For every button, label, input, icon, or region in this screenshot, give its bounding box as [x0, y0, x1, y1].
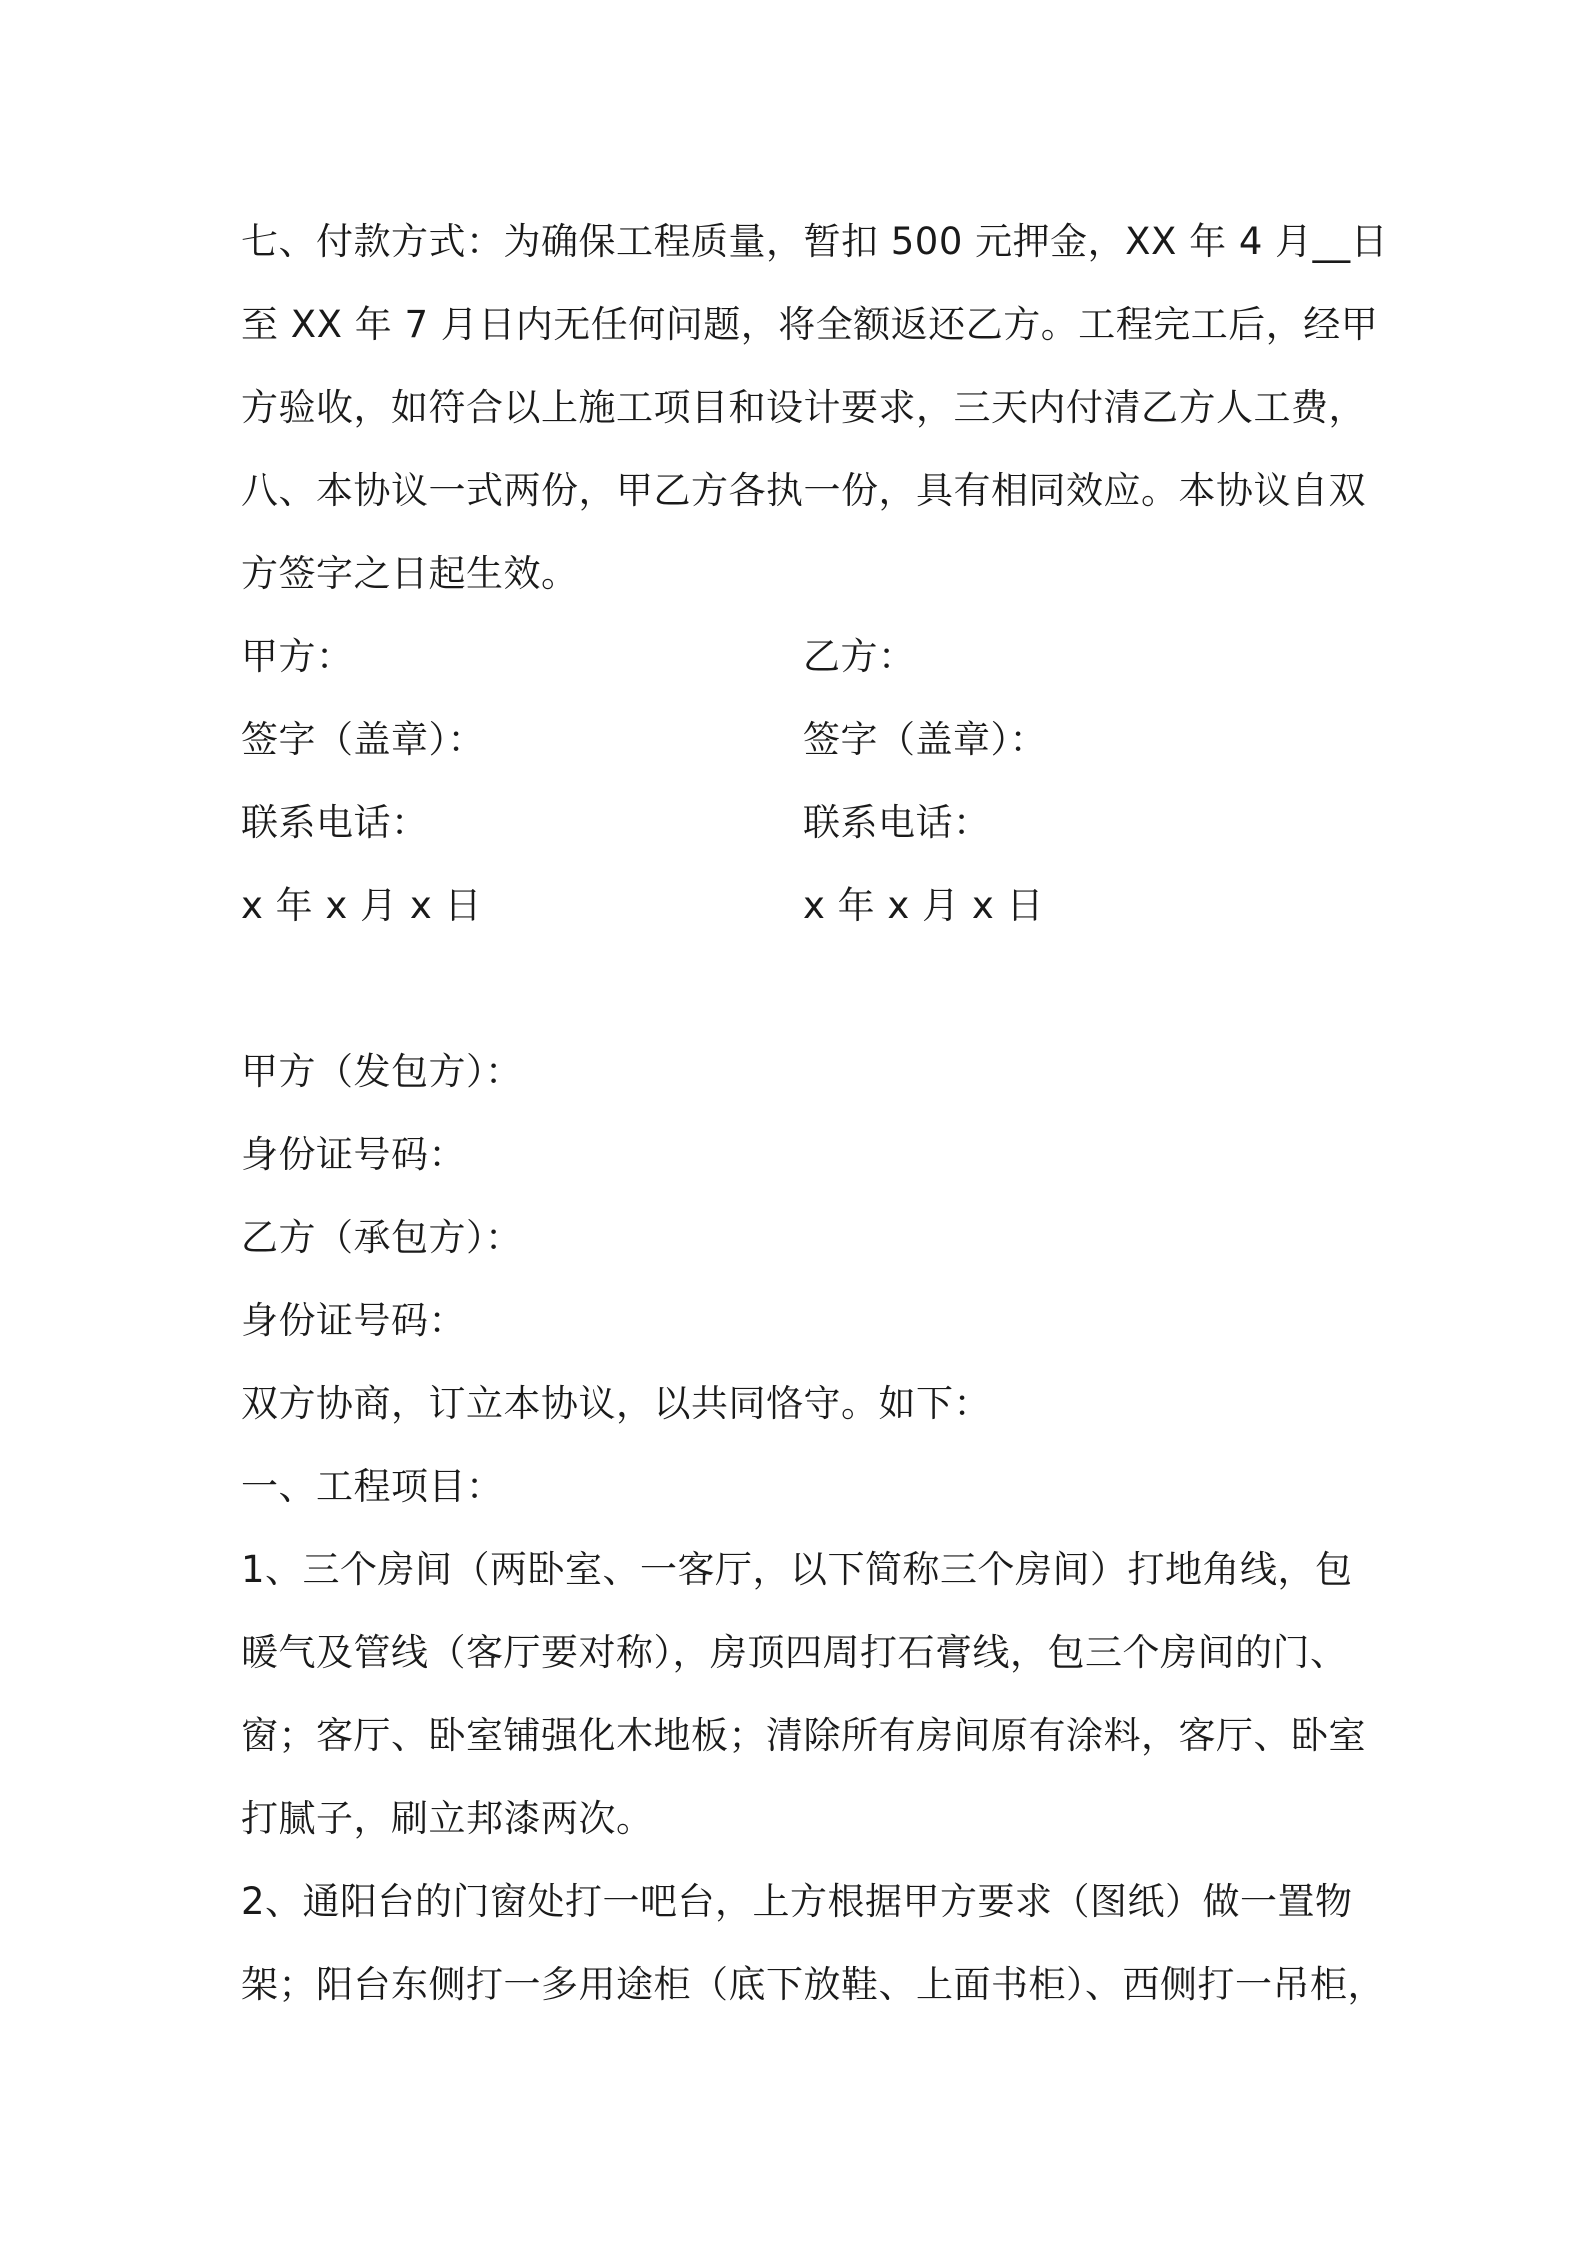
section-spacer [241, 947, 1361, 1030]
project-item-1-line-2: 暖气及管线（客厅要对称），房顶四周打石膏线，包三个房间的门、 [241, 1631, 1348, 1674]
party-b-date: x 年 x 月 x 日 [803, 884, 1044, 927]
payment-terms-paragraph [241, 200, 1389, 449]
project-section-title: 一、工程项目： [241, 1465, 504, 1508]
party-b-phone-label: 联系电话： [803, 801, 991, 844]
party-b-contractor-label: 乙方（承包方）： [241, 1216, 523, 1259]
party-b-id-label: 身份证号码： [241, 1299, 466, 1342]
project-item-1-line-3: 窗；客厅、卧室铺强化木地板；清除所有房间原有涂料，客厅、卧室 [241, 1714, 1366, 1757]
party-a-label: 甲方： [241, 635, 354, 678]
payment-terms-line-1: 七、付款方式：为确保工程质量，暂扣 500 元押金，XX 年 4 月__日 [241, 220, 1389, 263]
party-a-phone-label: 联系电话： [241, 801, 429, 844]
signature-party-row [241, 615, 1361, 698]
payment-terms-line-3: 方验收，如符合以上施工项目和设计要求，三天内付清乙方人工费， [241, 386, 1366, 429]
document-body [241, 200, 1389, 2026]
project-item-1-line-1: 1、三个房间（两卧室、一客厅，以下简称三个房间）打地角线，包 [241, 1548, 1353, 1591]
project-item-2 [241, 1860, 1385, 2026]
project-item-2-line-1: 2、通阳台的门窗处打一吧台，上方根据甲方要求（图纸）做一置物 [241, 1880, 1353, 1923]
party-b-label: 乙方： [803, 635, 916, 678]
signature-phone-row [241, 781, 1361, 864]
party-b-signature-label: 签字（盖章）： [803, 718, 1047, 761]
project-item-1 [241, 1528, 1366, 1860]
project-item-1-line-4: 打腻子，刷立邦漆两次。 [241, 1797, 654, 1840]
agreement-copies-line-2: 方签字之日起生效。 [241, 552, 579, 595]
agreement-copies-line-1: 八、本协议一式两份，甲乙方各执一份，具有相同效应。本协议自双 [241, 469, 1366, 512]
agreement-copies-paragraph [241, 449, 1366, 615]
signature-sign-row [241, 698, 1361, 781]
party-a-contractor-label: 甲方（发包方）： [241, 1050, 523, 1093]
party-a-date: x 年 x 月 x 日 [241, 884, 482, 927]
agreement-intro: 双方协商，订立本协议，以共同恪守。如下： [241, 1382, 991, 1425]
party-a-id-label: 身份证号码： [241, 1133, 466, 1176]
signature-date-row [241, 864, 1361, 947]
payment-terms-line-2: 至 XX 年 7 月日内无任何问题，将全额返还乙方。工程完工后，经甲 [241, 303, 1379, 346]
project-item-2-line-2: 架；阳台东侧打一多用途柜（底下放鞋、上面书柜）、西侧打一吊柜， [241, 1963, 1385, 2006]
party-a-signature-label: 签字（盖章）： [241, 718, 485, 761]
